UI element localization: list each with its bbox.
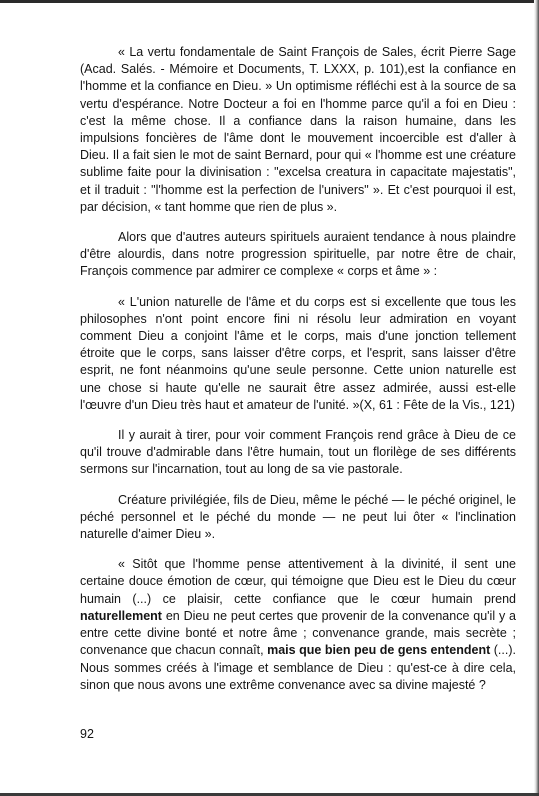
paragraph-text: en Dieu ne peut certes que provenir de la convenance qu'il y a entre cette divine bonté et notre âme ; convenance grande, mais secrète ; convenance que chacun connaît, <box>80 608 516 658</box>
paragraph-text: Alors que d'autres auteurs spirituels auraient tendance à nous plaindre d'être alourdis, dans notre progression spirituelle, par notre être de chair, François commence par admirer ce complexe « corps et âme » : <box>80 230 516 279</box>
bold-emphasis: mais que bien peu de gens entendent <box>267 643 491 658</box>
paragraph-union-naturelle-quote <box>80 294 516 414</box>
paragraph-text: « La vertu fondamentale de Saint François de Sales, écrit Pierre Sage (Acad. Salés. - Mémoire et Documents, T. LXXX, p. 101),est la confiance en l'homme et la confiance en Dieu. » Un optimisme réfléchi est à la source de sa vertu d'espérance. Notre Docteur a foi en l'homme parce qu'il a foi en Dieu : c'est la même chose. Il a confiance dans la raison humaine, dans les impulsions foncières de l'âme dont le mouvement incoercible est d'aller à Dieu. Il a fait sien le mot de saint Bernard, pour qui « l'homme est une créature sublime faite pour la divinisation : "excelsa creatura in capacitate majestatis", et il traduit : "l'homme est la perfection de l'univers" ». Et c'est pourquoi il est, par décision, « tant homme que rien de plus ». <box>80 45 516 214</box>
scan-border-right <box>534 0 539 796</box>
paragraph-sitot-que-l-homme <box>80 556 516 694</box>
paragraph-text: Créature privilégiée, fils de Dieu, même le péché — le péché originel, le péché personnel et le péché du monde — ne peut lui ôter « l'inclination naturelle d'aimer Dieu ». <box>80 492 516 542</box>
paragraph-vertu-fondamentale <box>80 44 516 216</box>
scan-border-top <box>0 0 539 3</box>
bold-emphasis: naturellement <box>80 608 162 623</box>
paragraph-text: Il y aurait à tirer, pour voir comment François rend grâce à Dieu de ce qu'il trouve d'admirable dans l'être humain, tout un florilège de ses différents sermons sur l'incarnation, tout au long de sa vie pastorale. <box>80 428 516 477</box>
paragraph-creature-privilegiee <box>80 492 516 544</box>
paragraph-text: « Sitôt que l'homme pense attentivement à la divinité, il sent une certaine douce émotion de cœur, qui témoigne que Dieu est le Dieu du cœur humain (...) ce plaisir, cette confiance que le cœur humain prend <box>80 557 516 606</box>
paragraph-text: (...). Nous sommes créés à l'image et semblance de Dieu : qu'est-ce à dire cela, sinon que nous avons une extrême convenance avec sa divine majesté ? <box>80 643 516 692</box>
paragraph-corps-et-ame <box>80 229 516 281</box>
page-number: 92 <box>80 727 94 741</box>
paragraph-text: « L'union naturelle de l'âme et du corps est si excellente que tous les philosophes n'ont point encore fini ni résolu leur admiration en voyant comment Dieu a conjoint l'âme et le corps, mais d'une jonction tellement étroite que le corps, sans laisser d'être corps, et l'esprit, sans laisser d'être esprit, ne font néanmoins qu'une seule personne. Cette union naturelle est une chose si haute qu'elle ne saurait être assez admirée, aussi est-elle l'œuvre d'un Dieu très haut et amateur de l'unité. »(X, 61 : Fête de la Vis., 121) <box>80 294 516 412</box>
body-text <box>80 44 516 707</box>
paragraph-florilege <box>80 427 516 479</box>
